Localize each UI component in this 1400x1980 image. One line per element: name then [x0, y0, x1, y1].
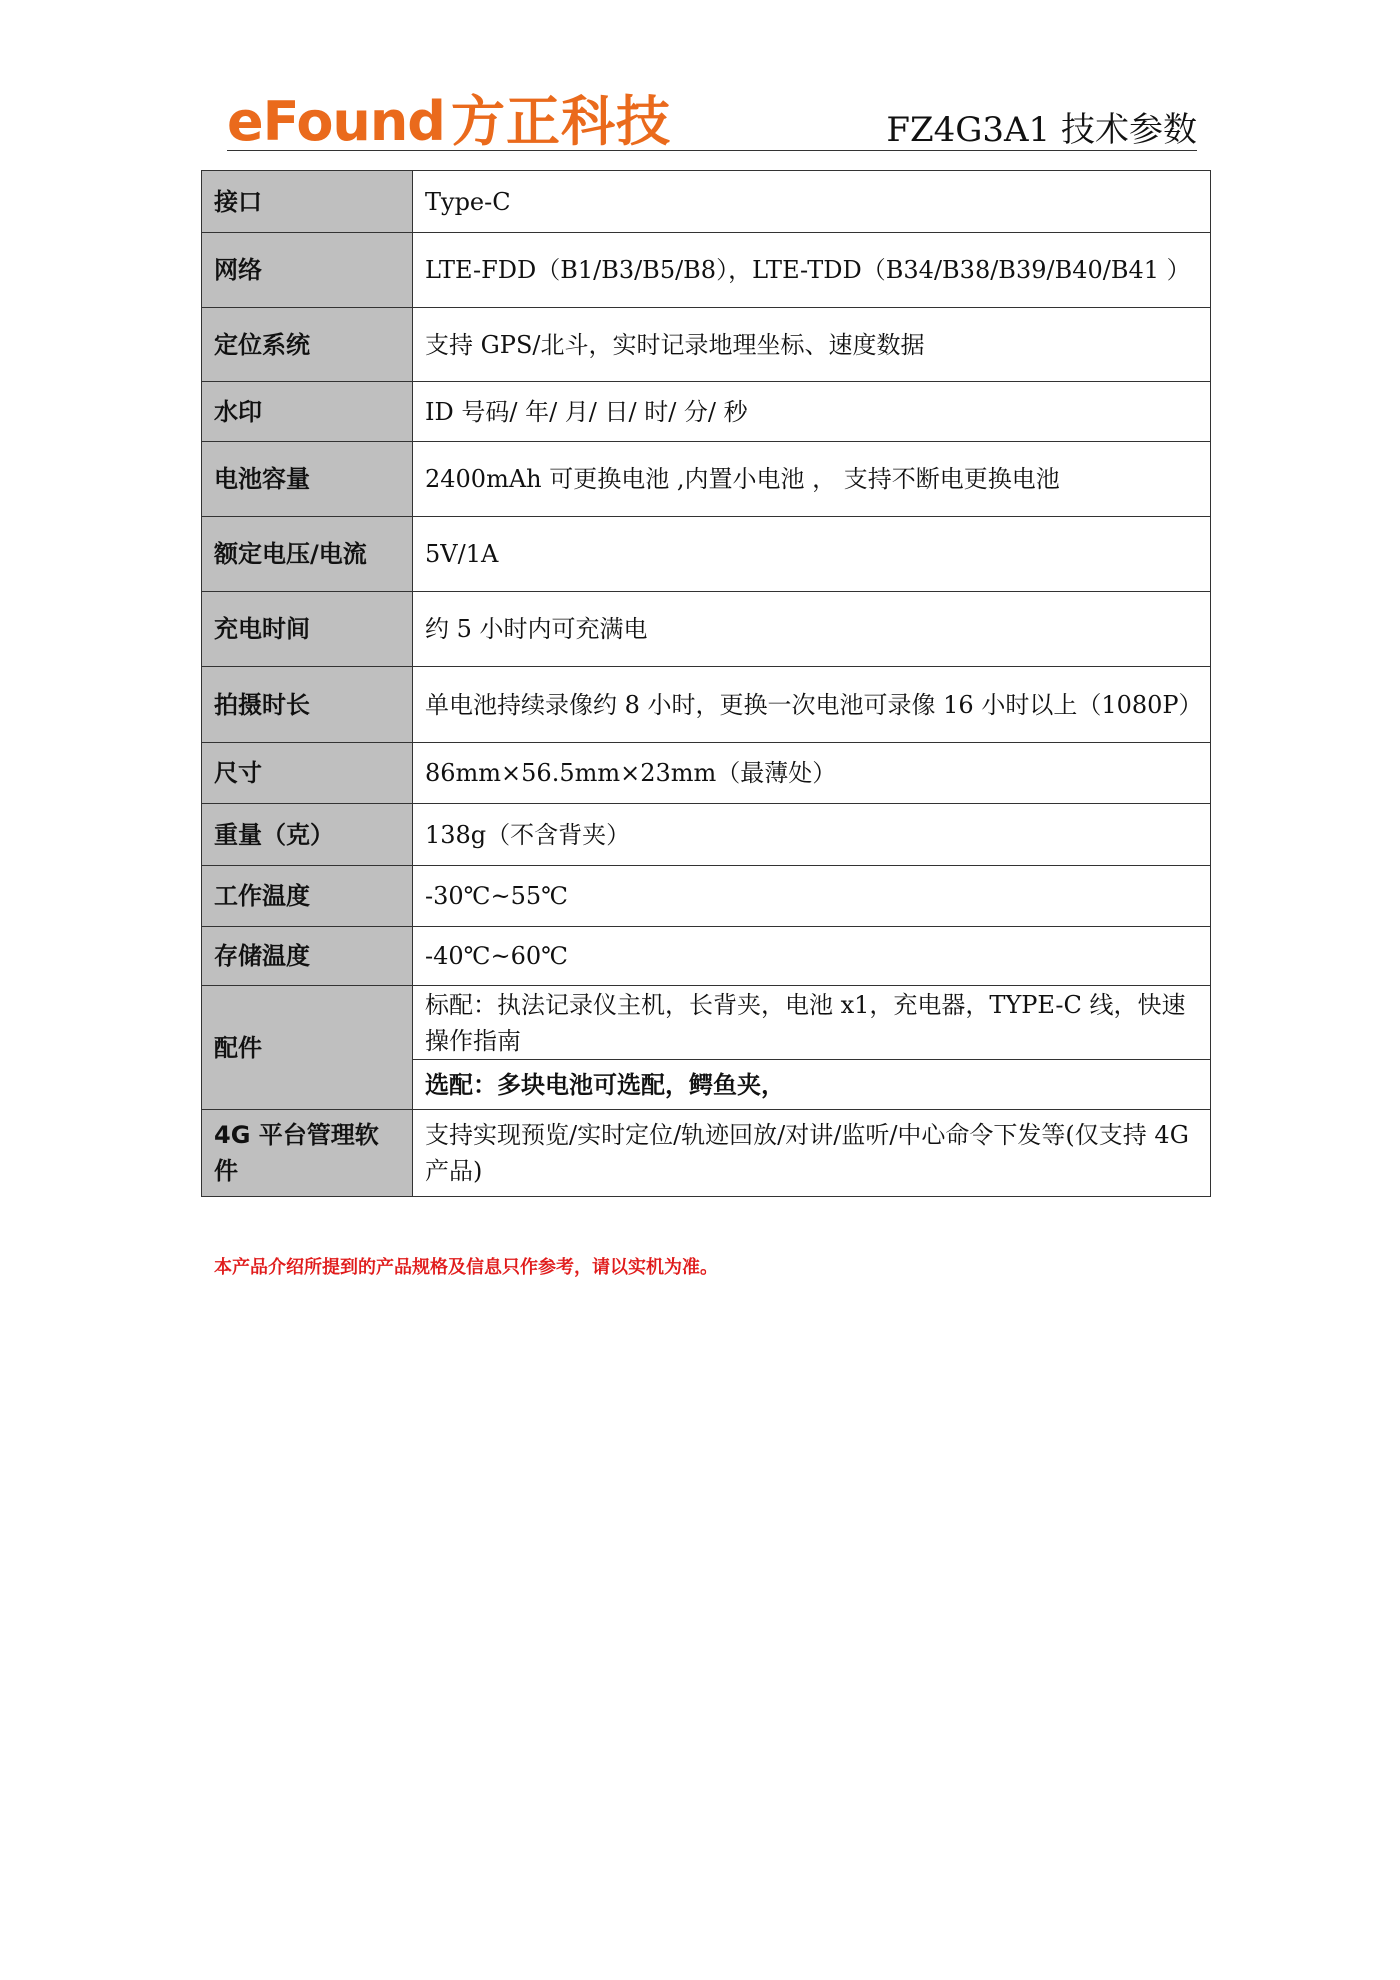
- table-row: [202, 927, 1211, 986]
- table-row: [202, 986, 1211, 1060]
- table-row: [202, 667, 1211, 743]
- table-row: [202, 804, 1211, 866]
- table-row: [202, 442, 1211, 517]
- spec-label: 网络: [202, 233, 413, 308]
- spec-value: 支持实现预览/实时定位/轨迹回放/对讲/监听/中心命令下发等(仅支持 4G 产品): [413, 1110, 1211, 1197]
- disclaimer-text: 本产品介绍所提到的产品规格及信息只作参考，请以实机为准。: [214, 1257, 718, 1278]
- page-header: [227, 92, 1197, 152]
- table-row: [202, 517, 1211, 592]
- spec-value: ID 号码/ 年/ 月/ 日/ 时/ 分/ 秒: [413, 382, 1211, 442]
- spec-value: 标配：执法记录仪主机，长背夹，电池 x1，充电器，TYPE-C 线，快速操作指南: [413, 986, 1211, 1060]
- spec-label: 4G 平台管理软件: [202, 1110, 413, 1197]
- table-row: [202, 171, 1211, 233]
- spec-label: 接口: [202, 171, 413, 233]
- spec-value: 86mm×56.5mm×23mm（最薄处）: [413, 743, 1211, 804]
- spec-value: -30℃~55℃: [413, 866, 1211, 927]
- document-title: FZ4G3A1 技术参数: [886, 110, 1197, 150]
- spec-value: Type-C: [413, 171, 1211, 233]
- spec-label: 尺寸: [202, 743, 413, 804]
- spec-label: 工作温度: [202, 866, 413, 927]
- spec-value: 约 5 小时内可充满电: [413, 592, 1211, 667]
- spec-value: 138g（不含背夹）: [413, 804, 1211, 866]
- spec-value: LTE-FDD（B1/B3/B5/B8），LTE-TDD（B34/B38/B39/B40/B41 ）: [413, 233, 1211, 308]
- table-row: [202, 866, 1211, 927]
- spec-label: 电池容量: [202, 442, 413, 517]
- spec-label: 水印: [202, 382, 413, 442]
- table-row: [202, 1110, 1211, 1197]
- logo-en: eFound: [227, 90, 445, 153]
- spec-value: 单电池持续录像约 8 小时，更换一次电池可录像 16 小时以上（1080P）: [413, 667, 1211, 743]
- spec-label: 定位系统: [202, 308, 413, 382]
- spec-label: 拍摄时长: [202, 667, 413, 743]
- spec-value: 2400mAh 可更换电池 ,内置小电池 ， 支持不断电更换电池: [413, 442, 1211, 517]
- logo-cn: 方正科技: [450, 90, 671, 153]
- spec-value: -40℃~60℃: [413, 927, 1211, 986]
- spec-label: 重量（克）: [202, 804, 413, 866]
- table-row: [202, 743, 1211, 804]
- spec-table: [201, 170, 1211, 1197]
- table-row: [202, 233, 1211, 308]
- spec-label: 额定电压/电流: [202, 517, 413, 592]
- spec-value-optional: 选配：多块电池可选配，鳄鱼夹，: [413, 1060, 1211, 1110]
- table-row: [202, 308, 1211, 382]
- efound-logo: [227, 92, 671, 152]
- table-row: [202, 592, 1211, 667]
- spec-value: 支持 GPS/北斗，实时记录地理坐标、速度数据: [413, 308, 1211, 382]
- header-divider: [227, 150, 1197, 151]
- table-row: [202, 382, 1211, 442]
- spec-value: 5V/1A: [413, 517, 1211, 592]
- spec-label: 配件: [202, 986, 413, 1110]
- spec-label: 充电时间: [202, 592, 413, 667]
- spec-label: 存储温度: [202, 927, 413, 986]
